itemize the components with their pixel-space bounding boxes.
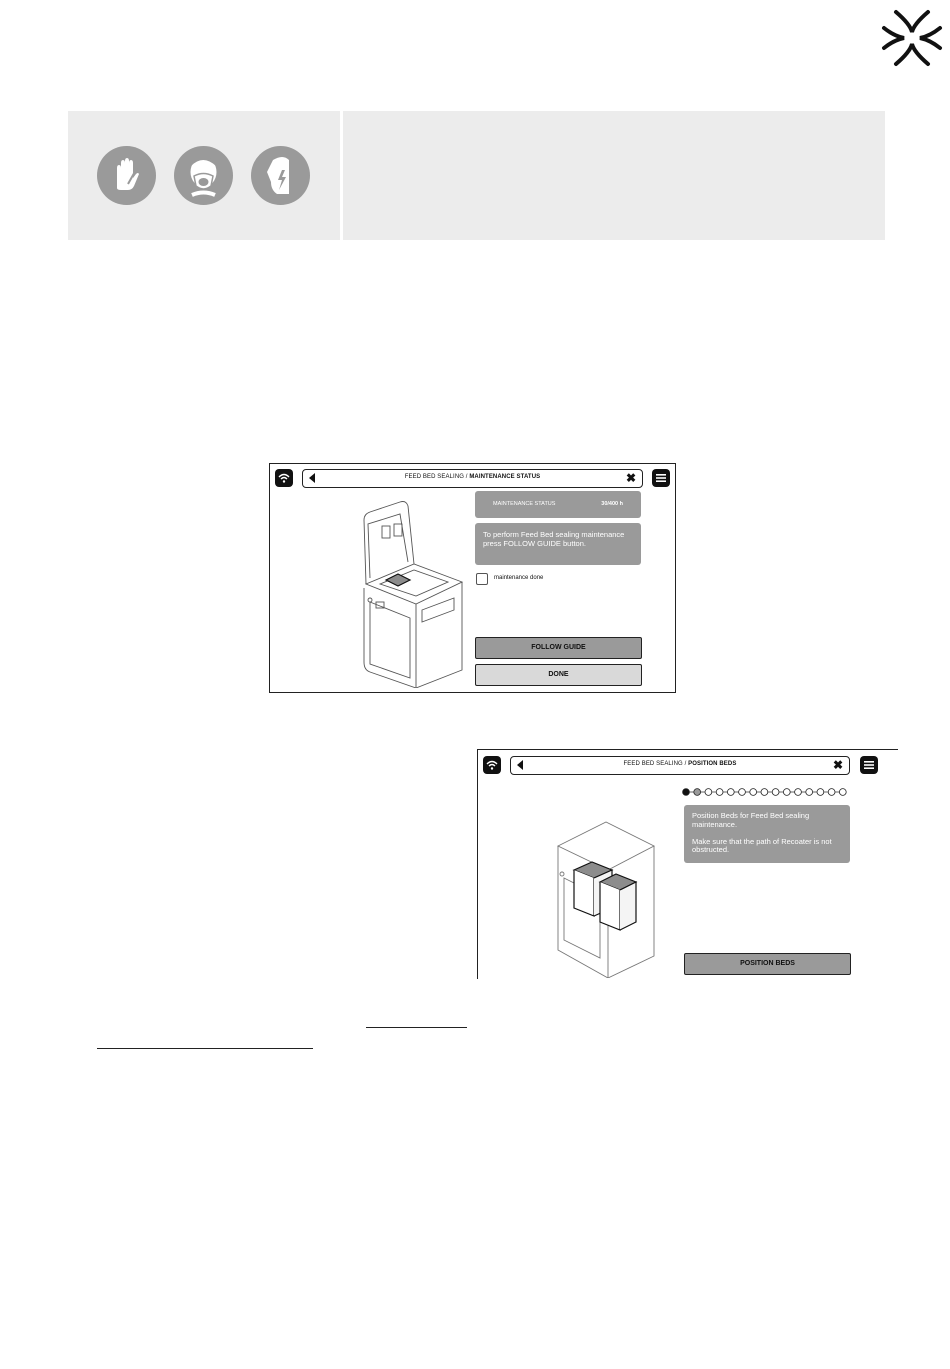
- maintenance-done-checkbox[interactable]: [476, 573, 488, 585]
- printer-illustration: [352, 492, 482, 688]
- instruction-text: Position Beds for Feed Bed sealing maintenance. Make sure that the path of Recoater is not obstructed.: [692, 811, 832, 854]
- wifi-icon[interactable]: [275, 469, 293, 487]
- progress-step-dot: [839, 789, 846, 796]
- ppe-divider: [340, 111, 343, 240]
- follow-guide-button[interactable]: FOLLOW GUIDE: [475, 637, 642, 659]
- maintenance-status-screen: [269, 463, 676, 693]
- maintenance-status-panel: [475, 491, 641, 518]
- close-icon[interactable]: ✖: [832, 758, 843, 772]
- status-label: MAINTENANCE STATUS: [493, 501, 556, 507]
- protective-clothing-icon: [251, 146, 310, 205]
- ppe-requirements-box: [68, 111, 885, 240]
- progress-step-dot: [783, 789, 790, 796]
- progress-step-dot: [739, 789, 746, 796]
- menu-icon[interactable]: [652, 469, 670, 487]
- close-icon[interactable]: ✖: [625, 471, 636, 485]
- position-beds-button[interactable]: POSITION BEDS: [684, 953, 851, 975]
- instruction-text: To perform Feed Bed sealing maintenance press FOLLOW GUIDE button.: [483, 530, 625, 548]
- progress-step-dot: [772, 789, 779, 796]
- menu-icon[interactable]: [860, 756, 878, 774]
- progress-step-dot: [795, 789, 802, 796]
- progress-step-dot: [817, 789, 824, 796]
- printer-beds-illustration: [554, 818, 664, 978]
- wifi-icon[interactable]: [483, 756, 501, 774]
- screen-titlebar: [302, 469, 643, 488]
- brand-logo: [880, 6, 944, 70]
- screen-title: FEED BED SEALING / POSITION BEDS: [623, 761, 737, 767]
- progress-step-dot: [761, 789, 768, 796]
- instruction-panel: [475, 523, 641, 565]
- progress-step-dot: [694, 789, 701, 796]
- progress-step-dot: [727, 789, 734, 796]
- checkbox-label: maintenance done: [494, 575, 544, 581]
- screen-titlebar: [510, 756, 850, 775]
- progress-step-dot: [683, 789, 690, 796]
- status-value: 30/400 h: [601, 501, 623, 507]
- underline-link: [366, 1027, 467, 1028]
- progress-step-dot: [705, 789, 712, 796]
- progress-step-dot: [828, 789, 835, 796]
- instruction-panel: [684, 805, 850, 863]
- underline-link: [97, 1048, 313, 1049]
- screen-title: FEED BED SEALING / MAINTENANCE STATUS: [404, 474, 541, 480]
- progress-step-dot: [806, 789, 813, 796]
- progress-step-dot: [716, 789, 723, 796]
- position-beds-screen: [477, 749, 898, 979]
- gloves-icon: [97, 146, 156, 205]
- ppe-icon-area: [68, 111, 340, 240]
- respirator-mask-icon: [174, 146, 233, 205]
- step-progress-indicator: [681, 787, 853, 797]
- done-button[interactable]: DONE: [475, 664, 642, 686]
- progress-step-dot: [750, 789, 757, 796]
